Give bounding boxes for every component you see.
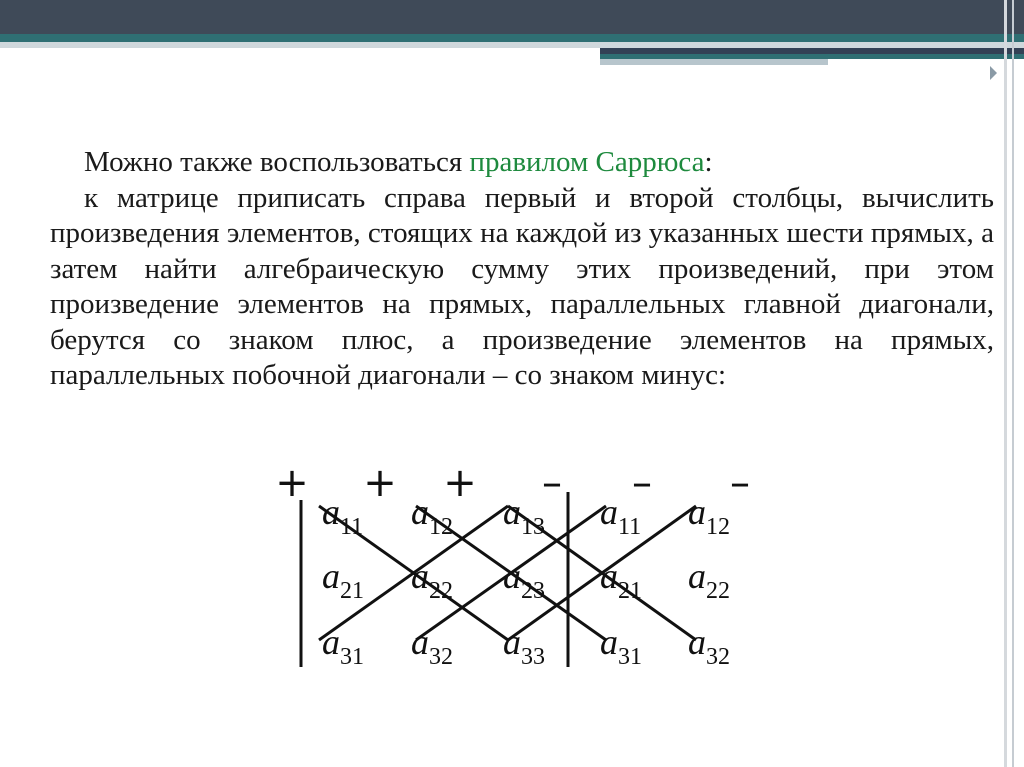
matrix-element: a22 bbox=[688, 556, 730, 604]
matrix-element: a12 bbox=[688, 492, 730, 540]
matrix-cells bbox=[322, 492, 730, 670]
minus-sign: – bbox=[730, 462, 750, 506]
intro-text: Можно также воспользоваться bbox=[84, 146, 470, 178]
header-bar bbox=[0, 0, 1024, 34]
intro-colon: : bbox=[704, 146, 713, 178]
matrix-element: a21 bbox=[322, 556, 364, 604]
slide-body bbox=[50, 145, 994, 394]
rule-name: правилом Саррюса bbox=[469, 146, 705, 178]
triangle-right-icon bbox=[990, 66, 997, 80]
matrix-element: a11 bbox=[322, 492, 364, 540]
plus-sign: + bbox=[363, 462, 397, 506]
plus-sign: + bbox=[443, 462, 477, 506]
matrix-element: a32 bbox=[411, 622, 453, 670]
matrix-element: a12 bbox=[411, 492, 453, 540]
matrix-element: a31 bbox=[600, 622, 642, 670]
minus-sign: – bbox=[542, 462, 562, 506]
matrix-element: a13 bbox=[503, 492, 545, 540]
matrix-element: a21 bbox=[600, 556, 642, 604]
matrix-element: a32 bbox=[688, 622, 730, 670]
matrix-element: a31 bbox=[322, 622, 364, 670]
minus-sign: – bbox=[632, 462, 652, 506]
header-stripe bbox=[600, 59, 828, 65]
slide-edge bbox=[1012, 0, 1014, 767]
matrix-element: a33 bbox=[503, 622, 545, 670]
matrix-element: a22 bbox=[411, 556, 453, 604]
intro-line bbox=[50, 145, 994, 181]
header-stripe bbox=[0, 34, 1024, 42]
matrix-element: a23 bbox=[503, 556, 545, 604]
matrix-element: a11 bbox=[600, 492, 642, 540]
slide-edge bbox=[1004, 0, 1007, 767]
rule-description: к матрице приписать справа первый и второй столбцы, вычислить произведения элементов, стоящих на каждой из указанных шести прямых, а затем найти алгебраическую сумму этих произведений, при этом произведение элементов на прямых, параллельных главной диагонали, берутся со знаком плюс, а произведение элементов на прямых, параллельных побочной диагонали – со знаком минус: bbox=[50, 181, 994, 391]
sarrus-diagram bbox=[270, 462, 770, 672]
plus-sign: + bbox=[275, 462, 309, 506]
